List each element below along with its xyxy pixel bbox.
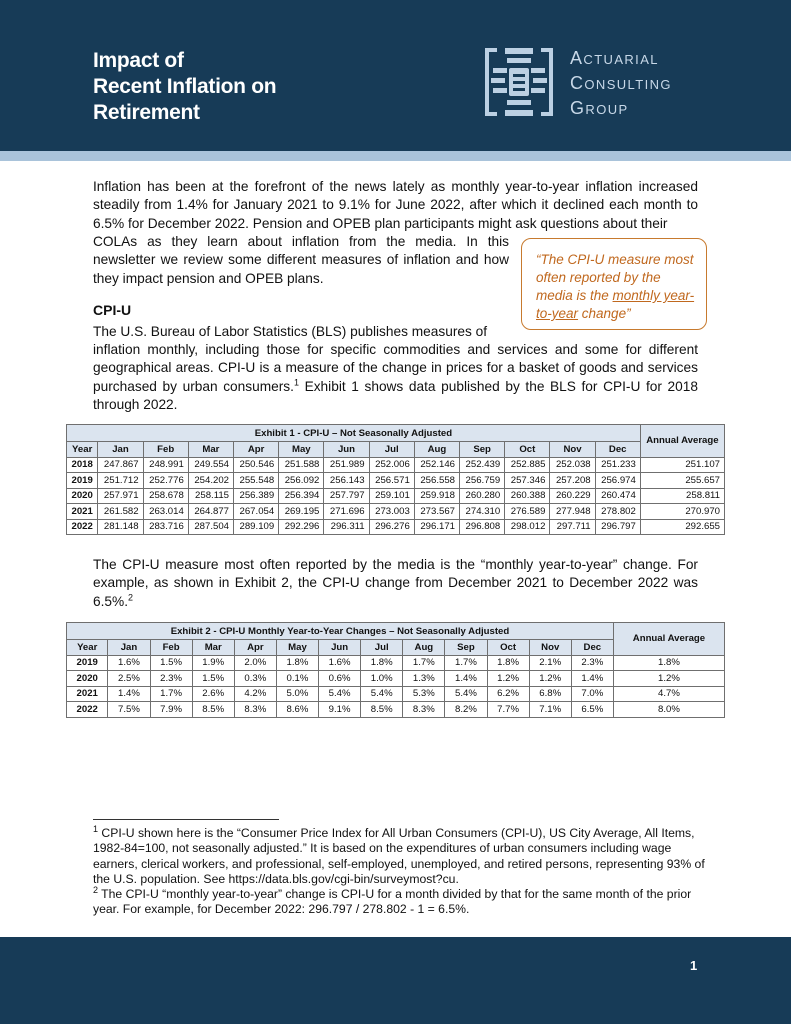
- footnote-ref-1: 1: [293, 377, 299, 388]
- column-header: Nov: [529, 640, 571, 656]
- column-header: Sep: [445, 640, 487, 656]
- table-cell: 264.877: [188, 504, 233, 520]
- table-cell: 2.3%: [571, 655, 613, 671]
- column-header: Dec: [595, 442, 640, 458]
- exhibit-2-caption: Exhibit 2 - CPI-U Monthly Year-to-Year Changes – Not Seasonally Adjusted: [67, 623, 614, 640]
- table-cell: 257.797: [324, 488, 369, 504]
- table-cell: 256.394: [279, 488, 324, 504]
- intro-paragraph: Inflation has been at the forefront of the news lately as monthly year-to-year inflation increased steadily from 1.4% for January 2021 to 9.1% for June 2022, after which it declined each month to 6.5% for December 2022. Pension and OPEB plan participants might ask questions about their: [93, 179, 698, 231]
- table-row: [67, 702, 725, 718]
- page-footer: [0, 937, 791, 1024]
- table-row: [67, 686, 725, 702]
- table-cell: 4.2%: [234, 686, 276, 702]
- footnote-1: $^1$ CPI-U shown here is the “Consumer Price Index for All Urban Consumers (CPI-U), US City Average, All Items, 1982-84=100, not seasonally adjusted.” It is based on the expenditures of urban consumers including wage earners, clerical workers, and professional, self-employed, unemployed, and retired persons, representing 93% of the U.S. population. See https://data.bls.gov/cgi-bin/surveymost?cu.: [93, 823, 705, 886]
- column-header: Jun: [324, 442, 369, 458]
- table-cell: 250.546: [234, 457, 279, 473]
- table-cell: 1.2%: [529, 671, 571, 687]
- table-cell: 259.918: [414, 488, 459, 504]
- table-cell: 252.439: [460, 457, 505, 473]
- table-cell: 252.776: [143, 473, 188, 489]
- column-header: Jul: [361, 640, 403, 656]
- table-cell: 1.8%: [361, 655, 403, 671]
- table-cell: 7.1%: [529, 702, 571, 718]
- table-cell: 5.3%: [403, 686, 445, 702]
- table-cell: 260.474: [595, 488, 640, 504]
- table-cell: 256.571: [369, 473, 414, 489]
- table-cell: 2.1%: [529, 655, 571, 671]
- table-cell: 8.5%: [192, 702, 234, 718]
- table-cell: 260.388: [505, 488, 550, 504]
- page-title: [93, 48, 276, 126]
- table-cell: 261.582: [98, 504, 143, 520]
- column-header: Oct: [505, 442, 550, 458]
- pull-quote: “The CPI-U measure most often reported by the media is the monthly year-to-year change”: [521, 238, 707, 330]
- table-cell: 1.4%: [445, 671, 487, 687]
- section-heading-cpiu: CPI-U: [93, 302, 132, 318]
- table-cell: 271.696: [324, 504, 369, 520]
- header-stripe: [0, 151, 791, 161]
- table-cell: 5.4%: [361, 686, 403, 702]
- table-cell: 256.558: [414, 473, 459, 489]
- row-year: 2019: [67, 655, 108, 671]
- table-row: [67, 488, 725, 504]
- table-cell: 296.276: [369, 519, 414, 535]
- column-header: May: [276, 640, 318, 656]
- table-cell: 5.4%: [319, 686, 361, 702]
- column-header: Jan: [108, 640, 150, 656]
- table-cell: 256.759: [460, 473, 505, 489]
- footnote-divider: [93, 819, 279, 820]
- footnote-2: $^2$ The CPI-U “monthly year-to-year” change is CPI-U for a month divided by that for the same month of the prior year. For example, for December 2022: 296.797 / 278.802 - 1 = 6.5%.: [93, 885, 692, 917]
- table-cell: 256.092: [279, 473, 324, 489]
- column-header: Dec: [571, 640, 613, 656]
- table-cell: 1.6%: [319, 655, 361, 671]
- table-cell: 254.202: [188, 473, 233, 489]
- row-year: 2021: [67, 686, 108, 702]
- table-cell: 251.107: [640, 457, 724, 473]
- table-cell: 8.2%: [445, 702, 487, 718]
- exhibit-1-annual-header: Annual Average: [640, 425, 724, 458]
- table-cell: 276.589: [505, 504, 550, 520]
- table-cell: 259.101: [369, 488, 414, 504]
- table-cell: 258.678: [143, 488, 188, 504]
- table-cell: 1.7%: [403, 655, 445, 671]
- column-header: Feb: [143, 442, 188, 458]
- cpiu-paragraph-start: The U.S. Bureau of Labor Statistics (BLS) publishes measures of: [93, 324, 488, 339]
- table-cell: 0.3%: [234, 671, 276, 687]
- table-cell: 1.8%: [487, 655, 529, 671]
- table-cell: 298.012: [505, 519, 550, 535]
- table-cell: 296.797: [595, 519, 640, 535]
- table-cell: 251.233: [595, 457, 640, 473]
- row-year: 2021: [67, 504, 98, 520]
- table-cell: 1.2%: [613, 671, 724, 687]
- table-cell: 252.038: [550, 457, 595, 473]
- table-row: [67, 655, 725, 671]
- table-cell: 255.657: [640, 473, 724, 489]
- table-cell: 1.7%: [150, 686, 192, 702]
- table-cell: 297.711: [550, 519, 595, 535]
- column-header: Aug: [414, 442, 459, 458]
- table-cell: 251.989: [324, 457, 369, 473]
- table-cell: 249.554: [188, 457, 233, 473]
- table-cell: 296.171: [414, 519, 459, 535]
- cpiu-paragraph: inflation monthly, including those for specific commodities and services and some for different geographical areas. CPI-U is a measure of the change in prices for a basket of goods and services purchased by urban consumers.$^1$ Exhibit 1 shows data published by the BLS for CPI-U for 2018 through 2022.: [93, 342, 698, 413]
- table-cell: 289.109: [234, 519, 279, 535]
- table-cell: 0.1%: [276, 671, 318, 687]
- table-cell: 260.229: [550, 488, 595, 504]
- row-year: 2020: [67, 488, 98, 504]
- table-cell: 258.811: [640, 488, 724, 504]
- table-cell: 257.971: [98, 488, 143, 504]
- table-cell: 8.6%: [276, 702, 318, 718]
- table-cell: 256.974: [595, 473, 640, 489]
- table-cell: 2.6%: [192, 686, 234, 702]
- table-row: [67, 519, 725, 535]
- table-cell: 8.3%: [403, 702, 445, 718]
- column-header: Nov: [550, 442, 595, 458]
- table-cell: 296.808: [460, 519, 505, 535]
- table-cell: 269.195: [279, 504, 324, 520]
- table-cell: 273.003: [369, 504, 414, 520]
- column-header: Jan: [98, 442, 143, 458]
- table-cell: 8.3%: [234, 702, 276, 718]
- table-cell: 292.655: [640, 519, 724, 535]
- table-cell: 1.3%: [403, 671, 445, 687]
- column-header: Jul: [369, 442, 414, 458]
- table-cell: 252.006: [369, 457, 414, 473]
- column-header: Mar: [192, 640, 234, 656]
- table-cell: 256.389: [234, 488, 279, 504]
- row-year: 2022: [67, 519, 98, 535]
- table-cell: 256.143: [324, 473, 369, 489]
- table-row: [67, 473, 725, 489]
- column-header: Oct: [487, 640, 529, 656]
- table-cell: 252.885: [505, 457, 550, 473]
- column-header: Year: [67, 640, 108, 656]
- column-header: Mar: [188, 442, 233, 458]
- table-cell: 1.2%: [487, 671, 529, 687]
- table-cell: 260.280: [460, 488, 505, 504]
- column-header: Aug: [403, 640, 445, 656]
- table-cell: 257.208: [550, 473, 595, 489]
- yoy-paragraph: The CPI-U measure most often reported by the media is the “monthly year-to-year” change. For example, as shown in Exhibit 2, the CPI-U change from December 2021 to December 2022 was 6.5%.$^2$: [93, 557, 698, 609]
- row-year: 2020: [67, 671, 108, 687]
- exhibit-1-caption: Exhibit 1 - CPI-U – Not Seasonally Adjusted: [67, 425, 641, 442]
- title-line-3: Retirement: [93, 101, 200, 124]
- table-cell: 283.716: [143, 519, 188, 535]
- table-cell: 7.7%: [487, 702, 529, 718]
- exhibit-2-annual-header: Annual Average: [613, 623, 724, 656]
- table-cell: 2.3%: [150, 671, 192, 687]
- table-cell: 6.5%: [571, 702, 613, 718]
- column-header: Apr: [234, 640, 276, 656]
- row-year: 2022: [67, 702, 108, 718]
- exhibit-1-table: [66, 424, 725, 535]
- column-header: Jun: [319, 640, 361, 656]
- column-header: Year: [67, 442, 98, 458]
- table-cell: 1.6%: [108, 655, 150, 671]
- table-cell: 5.0%: [276, 686, 318, 702]
- table-cell: 2.0%: [234, 655, 276, 671]
- table-cell: 7.0%: [571, 686, 613, 702]
- table-cell: 252.146: [414, 457, 459, 473]
- table-cell: 8.0%: [613, 702, 724, 718]
- table-cell: 273.567: [414, 504, 459, 520]
- table-cell: 1.0%: [361, 671, 403, 687]
- table-cell: 247.867: [98, 457, 143, 473]
- intro-paragraph-continued: COLAs as they learn about inflation from the media. In this newsletter we review some different measures of inflation and how they impact pension and OPEB plans.: [93, 234, 509, 286]
- table-cell: 296.311: [324, 519, 369, 535]
- footnotes: [93, 823, 705, 918]
- table-cell: 7.9%: [150, 702, 192, 718]
- table-cell: 1.4%: [108, 686, 150, 702]
- table-cell: 267.054: [234, 504, 279, 520]
- exhibit-2-table: [66, 622, 725, 718]
- table-row: [67, 504, 725, 520]
- table-cell: 5.4%: [445, 686, 487, 702]
- table-cell: 274.310: [460, 504, 505, 520]
- table-cell: 6.2%: [487, 686, 529, 702]
- table-cell: 248.991: [143, 457, 188, 473]
- table-cell: 9.1%: [319, 702, 361, 718]
- table-cell: 292.296: [279, 519, 324, 535]
- footnote-ref-2: 2: [128, 592, 134, 603]
- table-cell: 257.346: [505, 473, 550, 489]
- table-cell: 1.5%: [150, 655, 192, 671]
- table-cell: 281.148: [98, 519, 143, 535]
- column-header: May: [279, 442, 324, 458]
- column-header: Sep: [460, 442, 505, 458]
- row-year: 2019: [67, 473, 98, 489]
- table-cell: 251.588: [279, 457, 324, 473]
- table-cell: 258.115: [188, 488, 233, 504]
- table-cell: 251.712: [98, 473, 143, 489]
- column-header: Feb: [150, 640, 192, 656]
- page-number: 1: [690, 958, 698, 973]
- title-line-1: Impact of: [93, 49, 184, 72]
- table-cell: 6.8%: [529, 686, 571, 702]
- table-cell: 270.970: [640, 504, 724, 520]
- table-cell: 1.5%: [192, 671, 234, 687]
- table-row: [67, 457, 725, 473]
- table-cell: 7.5%: [108, 702, 150, 718]
- company-logo-icon: [483, 44, 555, 120]
- table-cell: 8.5%: [361, 702, 403, 718]
- table-cell: 255.548: [234, 473, 279, 489]
- table-cell: 2.5%: [108, 671, 150, 687]
- table-cell: 1.4%: [571, 671, 613, 687]
- table-row: [67, 671, 725, 687]
- company-logo-text: Actuarial Consulting Group: [570, 48, 672, 118]
- exhibit-1-column-headers: [67, 442, 725, 458]
- table-cell: 277.948: [550, 504, 595, 520]
- row-year: 2018: [67, 457, 98, 473]
- table-cell: 1.8%: [276, 655, 318, 671]
- table-cell: 263.014: [143, 504, 188, 520]
- table-cell: 287.504: [188, 519, 233, 535]
- table-cell: 4.7%: [613, 686, 724, 702]
- table-cell: 0.6%: [319, 671, 361, 687]
- table-cell: 1.8%: [613, 655, 724, 671]
- table-cell: 1.9%: [192, 655, 234, 671]
- title-line-2: Recent Inflation on: [93, 75, 277, 98]
- column-header: Apr: [234, 442, 279, 458]
- table-cell: 278.802: [595, 504, 640, 520]
- table-cell: 1.7%: [445, 655, 487, 671]
